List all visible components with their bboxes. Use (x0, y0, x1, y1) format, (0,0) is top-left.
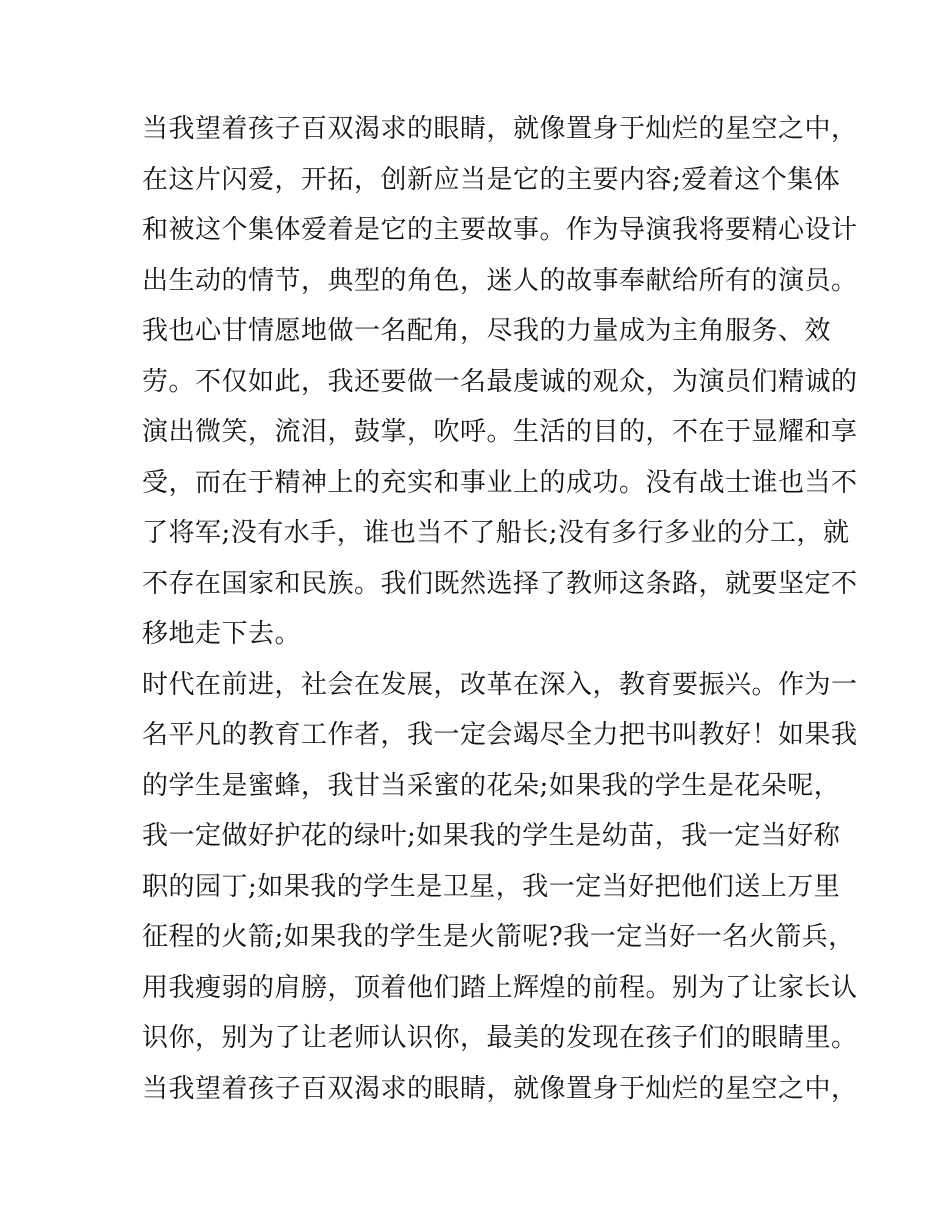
text-line: 在这片闪爱，开拓，创新应当是它的主要内容;爱着这个集体 (142, 164, 841, 195)
text-line: 出生动的情节，典型的角色，迷人的故事奉献给所有的演员。 (142, 265, 858, 296)
text-line: 了将军;没有水手，谁也当不了船长;没有多行多业的分工，就 (142, 518, 850, 548)
text-line: 的学生是蜜蜂，我甘当采蜜的花朵;如果我的学生是花朵呢， (142, 770, 841, 801)
text-line: 职的园丁;如果我的学生是卫星，我一定当好把他们送上万里 (142, 871, 841, 902)
body-text (142, 104, 858, 1114)
text-line: 名平凡的教育工作者，我一定会竭尽全力把书叫教好！如果我 (142, 720, 858, 750)
text-line: 受，而在于精神上的充实和事业上的成功。没有战士谁也当不 (142, 467, 858, 498)
text-line: 识你，别为了让老师认识你，最美的发现在孩子们的眼睛里。 (142, 1023, 858, 1053)
text-line: 演出微笑，流泪，鼓掌，吹呼。生活的目的，不在于显耀和享 (142, 417, 858, 447)
text-line: 征程的火箭;如果我的学生是火箭呢?我一定当好一名火箭兵， (142, 922, 855, 952)
text-line: 用我瘦弱的肩膀，顶着他们踏上辉煌的前程。别为了让家长认 (142, 972, 858, 1003)
text-line: 时代在前进，社会在发展，改革在深入，教育要振兴。作为一 (142, 669, 858, 700)
text-line: 我一定做好护花的绿叶;如果我的学生是幼苗，我一定当好称 (142, 821, 841, 851)
text-line: 当我望着孩子百双渴求的眼睛，就像置身于灿烂的星空之中， (142, 1073, 858, 1104)
text-line: 不存在国家和民族。我们既然选择了教师这条路，就要坚定不 (142, 568, 858, 599)
text-line: 移地走下去。 (142, 619, 302, 649)
text-line: 和被这个集体爱着是它的主要故事。作为导演我将要精心设计 (142, 215, 858, 245)
text-line: 劳。不仅如此，我还要做一名最虔诚的观众，为演员们精诚的 (142, 366, 858, 397)
text-line: 我也心甘情愿地做一名配角，尽我的力量成为主角服务、效 (142, 316, 832, 346)
text-line: 当我望着孩子百双渴求的眼睛，就像置身于灿烂的星空之中， (142, 114, 858, 144)
